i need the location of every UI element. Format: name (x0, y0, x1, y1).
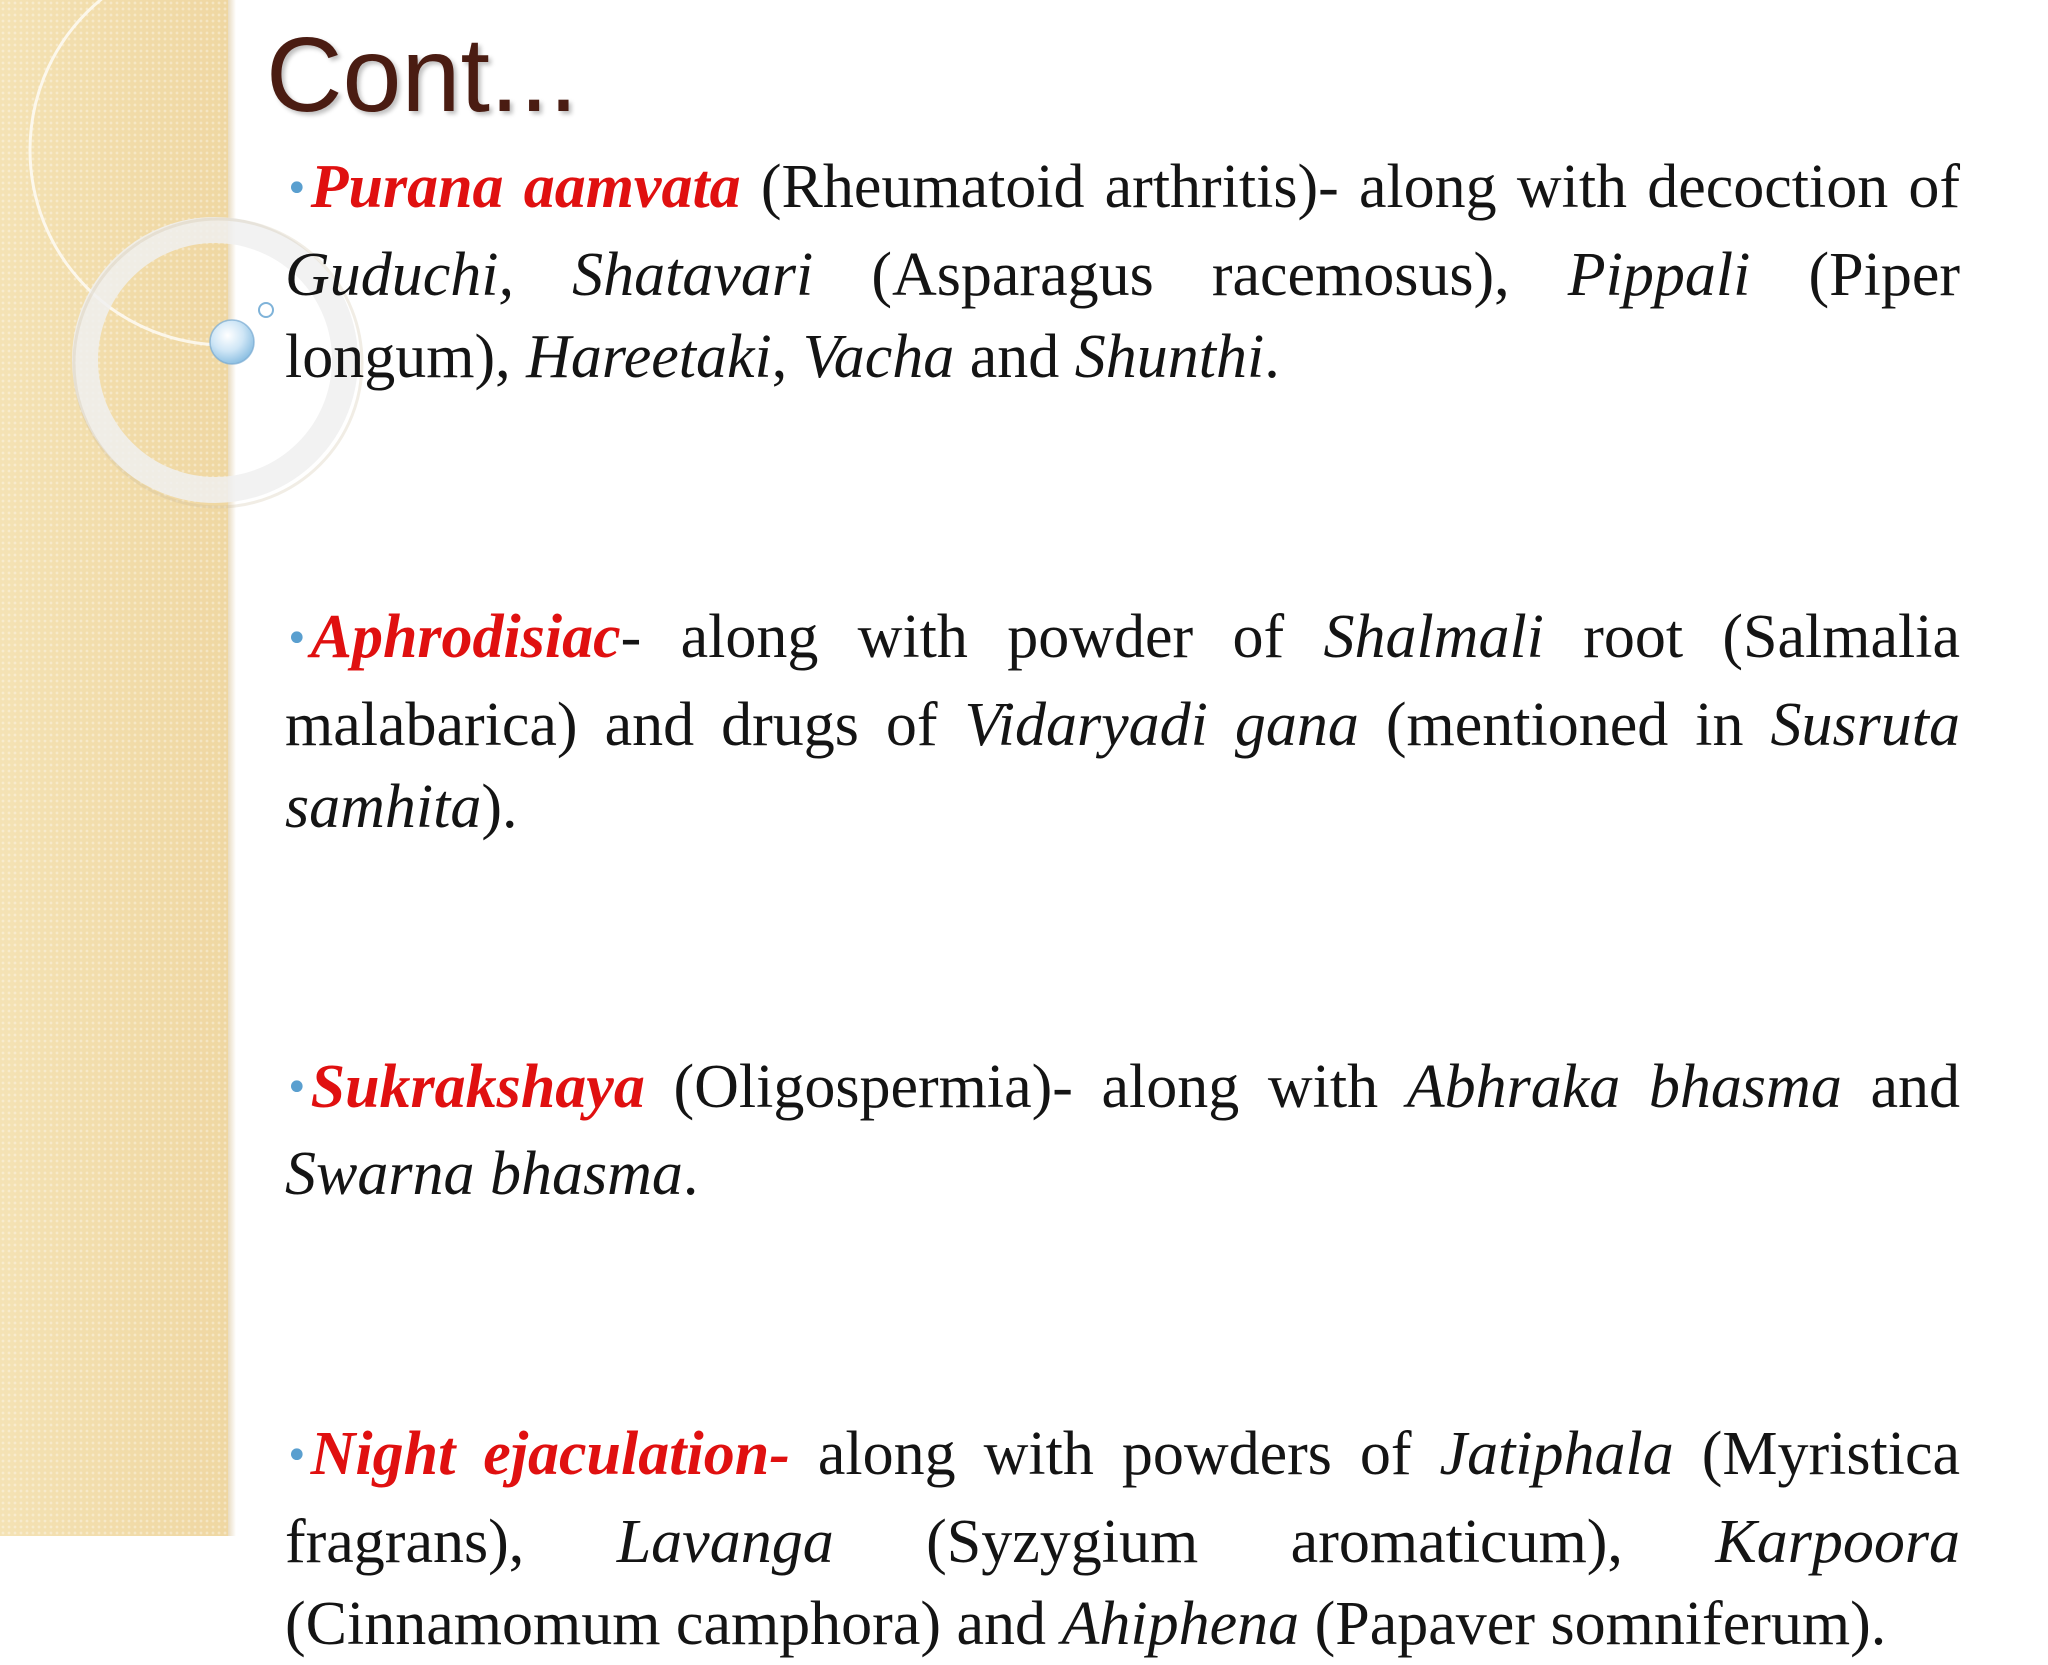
italic-term: Vidaryadi gana (964, 690, 1359, 759)
italic-term: Guduchi, Shatavari (285, 240, 814, 309)
italic-term: Swarna bhasma (285, 1140, 683, 1209)
bullet-text: (Papaver somniferum). (1299, 1590, 1887, 1659)
bullet-icon: • (285, 1065, 309, 1112)
bullet-keyword: Aphrodisiac (310, 602, 621, 671)
italic-term: Pippali (1567, 240, 1751, 309)
bullet-text: (Rheumatoid arthritis)- along with decoction of (740, 153, 1960, 221)
bullet-keyword: Night ejaculation- (310, 1420, 790, 1489)
bullet-item (285, 596, 1960, 848)
slide-title: Cont... (266, 16, 579, 134)
bullet-text: (Asparagus racemosus), (813, 240, 1568, 309)
bullet-icon: • (285, 165, 309, 212)
italic-term: Hareetaki (526, 322, 772, 391)
bullet-item (285, 1413, 1960, 1665)
italic-term: Karpoora (1715, 1508, 1960, 1577)
bullet-text: ). (481, 772, 518, 841)
bullet-keyword: Purana aamvata (310, 153, 741, 221)
italic-term: Abhraka bhasma (1406, 1052, 1842, 1121)
bullet-text: - along with powder of (620, 602, 1324, 671)
bullet-text: , (771, 322, 803, 391)
bullet-text: (Myristica fragrans), (285, 1420, 1961, 1577)
bullet-item (285, 1046, 1960, 1216)
italic-term: Shalmali (1323, 602, 1544, 671)
italic-term: Jatiphala (1439, 1420, 1674, 1489)
italic-term: Vacha (802, 322, 955, 391)
italic-term: Lavanga (616, 1508, 834, 1577)
bullet-text: root (Salmalia malabarica) and drugs of (285, 602, 1960, 759)
bullet-text: (Cinnamomum camphora) and (285, 1590, 1062, 1659)
bullet-text: (Oligospermia)- along with (644, 1052, 1407, 1121)
italic-term: Susruta samhita (285, 690, 1960, 841)
bullet-text: . (1264, 322, 1280, 391)
bullet-text: and (954, 322, 1075, 391)
italic-term: Shunthi (1074, 322, 1265, 391)
bullet-text: and (1841, 1052, 1960, 1121)
italic-term: Ahiphena (1061, 1590, 1300, 1659)
bullet-text: (Piper longum), (285, 240, 1960, 391)
decorative-circles-graphic (0, 0, 300, 560)
bullet-text: along with powders of (789, 1420, 1440, 1489)
bullet-list (285, 146, 1960, 1665)
bullet-text: . (682, 1140, 699, 1209)
bubble-icon (210, 320, 254, 364)
bullet-icon: • (285, 1433, 309, 1480)
bullet-icon: • (285, 615, 309, 662)
bullet-text: (mentioned in (1358, 690, 1771, 759)
bullet-item (285, 146, 1960, 398)
bullet-keyword: Sukrakshaya (310, 1052, 645, 1121)
bullet-text: (Syzygium aromaticum), (833, 1508, 1716, 1577)
small-bubble-icon (259, 303, 273, 317)
